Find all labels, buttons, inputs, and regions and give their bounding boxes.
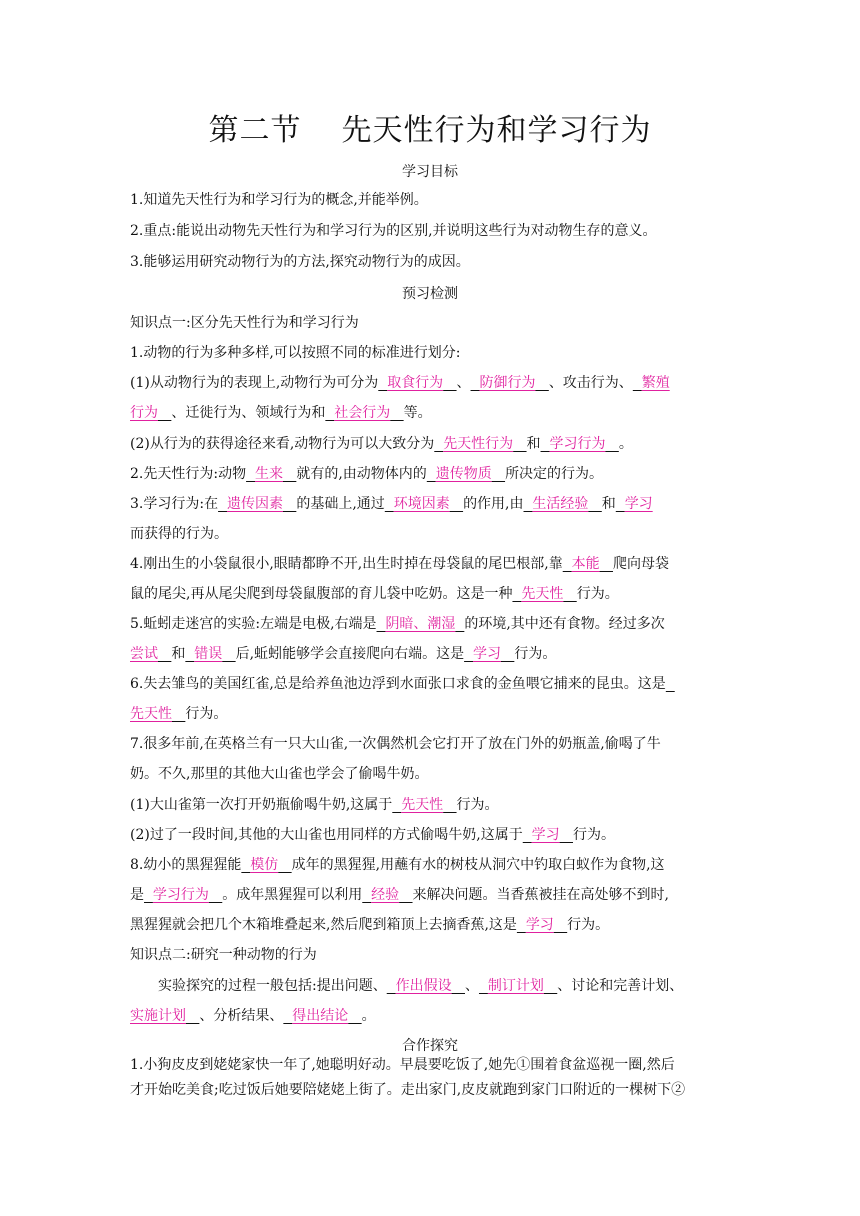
question-3-cont: 而获得的行为。 — [130, 526, 228, 542]
answer-blank: 经验 — [371, 887, 400, 903]
answer-blank: 行为 — [130, 405, 158, 421]
answer-blank: 学习行为 — [152, 887, 209, 903]
question-2: 2.先天性行为:动物 生来 就有的,由动物体内的 遗传物质 所决定的行为。 — [130, 466, 604, 482]
answer-blank: 取食行为 — [387, 375, 444, 391]
answer-blank: 遗传物质 — [435, 466, 492, 482]
answer-blank: 实施计划 — [130, 1008, 186, 1024]
question-7-sub-2: (2)过了一段时间,其他的大山雀也用同样的方式偷喝牛奶,这属于 学习 行为。 — [130, 827, 615, 843]
answer-blank: 模仿 — [250, 857, 279, 873]
question-4-cont: 鼠的尾尖,再从尾尖爬到母袋鼠腹部的育儿袋中吃奶。这是一种 先天性 行为。 — [130, 586, 619, 602]
question-1-part-2: (2)从行为的获得途径来看,动物行为可以大致分为 先天性行为 和 学习行为 。 — [130, 436, 633, 452]
answer-blank: 本能 — [571, 556, 600, 572]
title-topic: 先天性行为和学习行为 — [341, 113, 652, 148]
question-1-part-1: (1)从动物行为的表现上,动物行为可分为 取食行为 、 防御行为 、攻击行为、 繁殖 — [130, 375, 670, 391]
answer-blank: 先天性行为 — [443, 436, 514, 452]
goals-heading: 学习目标 — [402, 164, 458, 180]
answer-blank: 学习行为 — [549, 436, 606, 452]
question-7-cont: 奶。不久,那里的其他大山雀也学会了偷喝牛奶。 — [130, 766, 429, 782]
question-3: 3.学习行为:在 遗传因素 的基础上,通过 环境因素 的作用,由 生活经验 和 学习 — [130, 496, 653, 512]
answer-blank: 学习 — [525, 917, 554, 933]
goal-item: 2.重点:能说出动物先天性行为和学习行为的区别,并说明这些行为对动物生存的意义。 — [130, 223, 657, 239]
answer-blank: 防御行为 — [479, 375, 536, 391]
page-title — [0, 109, 860, 153]
question-4: 4.刚出生的小袋鼠很小,眼睛都睁不开,出生时掉在母袋鼠的尾巴根部,靠 本能 爬向母袋 — [130, 556, 669, 572]
goal-item: 3.能够运用研究动物行为的方法,探究动物行为的成因。 — [130, 254, 470, 270]
answer-blank: 先天性 — [401, 797, 444, 813]
answer-blank: 繁殖 — [641, 375, 670, 391]
goal-item: 1.知道先天性行为和学习行为的概念,并能举例。 — [130, 192, 428, 208]
answer-blank: 生活经验 — [532, 496, 589, 512]
answer-blank: 遗传因素 — [226, 496, 283, 512]
answer-blank: 尝试 — [130, 646, 158, 662]
question-7: 7.很多年前,在英格兰有一只大山雀,一次偶然机会它打开了放在门外的奶瓶盖,偷喝了牛 — [130, 736, 661, 752]
answer-blank: 生来 — [254, 466, 283, 482]
experiment-steps: 实验探究的过程一般包括:提出问题、 作出假设 、 制订计划 、讨论和完善计划、 — [158, 978, 684, 994]
knowledge-point-1: 知识点一:区分先天性行为和学习行为 — [130, 315, 359, 331]
answer-blank: 学习 — [531, 827, 560, 843]
answer-blank: 阴暗、潮湿 — [385, 616, 456, 632]
answer-blank: 学习 — [472, 646, 501, 662]
coop-heading: 合作探究 — [402, 1038, 458, 1054]
question-7-sub-1: (1)大山雀第一次打开奶瓶偷喝牛奶,这属于 先天性 行为。 — [130, 797, 499, 813]
question-1-part-1-cont: 行为 、迁徙行为、领域行为和 社会行为 等。 — [130, 405, 432, 421]
question-1-stem: 1.动物的行为多种多样,可以按照不同的标准进行划分: — [130, 345, 461, 361]
answer-blank: 先天性 — [521, 586, 564, 602]
answer-blank: 作出假设 — [395, 978, 452, 994]
answer-blank: 错误 — [194, 646, 223, 662]
question-8-cont-2: 黑猩猩就会把几个木箱堆叠起来,然后爬到箱顶上去摘香蕉,这是 学习 行为。 — [130, 917, 610, 933]
answer-blank: 社会行为 — [334, 405, 391, 421]
preview-heading: 预习检测 — [402, 286, 458, 302]
experiment-steps-cont: 实施计划 、分析结果、 得出结论 。 — [130, 1008, 376, 1024]
knowledge-point-2: 知识点二:研究一种动物的行为 — [130, 947, 317, 963]
answer-blank: 环境因素 — [393, 496, 450, 512]
answer-blank: 制订计划 — [487, 978, 544, 994]
question-6: 6.失去雏鸟的美国红雀,总是给养鱼池边浮到水面张口求食的金鱼喂它捕来的昆虫。这是 — [130, 676, 666, 692]
coop-question-1-cont: 才开始吃美食;吃过饭后她要陪姥姥上街了。走出家门,皮皮就跑到家门口附近的一棵树下② — [130, 1082, 686, 1098]
title-section-number: 第二节 — [208, 113, 302, 148]
question-8-cont-1: 是 学习行为 。成年黑猩猩可以利用 经验 来解决问题。当香蕉被挂在高处够不到时, — [130, 887, 669, 903]
answer-blank: 先天性 — [130, 706, 172, 722]
answer-blank: 得出结论 — [292, 1008, 349, 1024]
answer-blank: 学习 — [624, 496, 653, 512]
question-6-cont: 先天性 行为。 — [130, 706, 228, 722]
coop-question-1: 1.小狗皮皮到姥姥家快一年了,她聪明好动。早晨要吃饭了,她先①围着食盆巡视一圈,然后 — [130, 1057, 675, 1073]
question-5: 5.蚯蚓走迷宫的实验:左端是电极,右端是 阴暗、潮湿 的环境,其中还有食物。经过多次 — [130, 616, 665, 632]
question-8: 8.幼小的黑猩猩能 模仿 成年的黑猩猩,用蘸有水的树枝从洞穴中钓取白蚁作为食物,这 — [130, 857, 665, 873]
question-5-cont: 尝试 和 错误 后,蚯蚓能够学会直接爬向右端。这是 学习 行为。 — [130, 646, 557, 662]
